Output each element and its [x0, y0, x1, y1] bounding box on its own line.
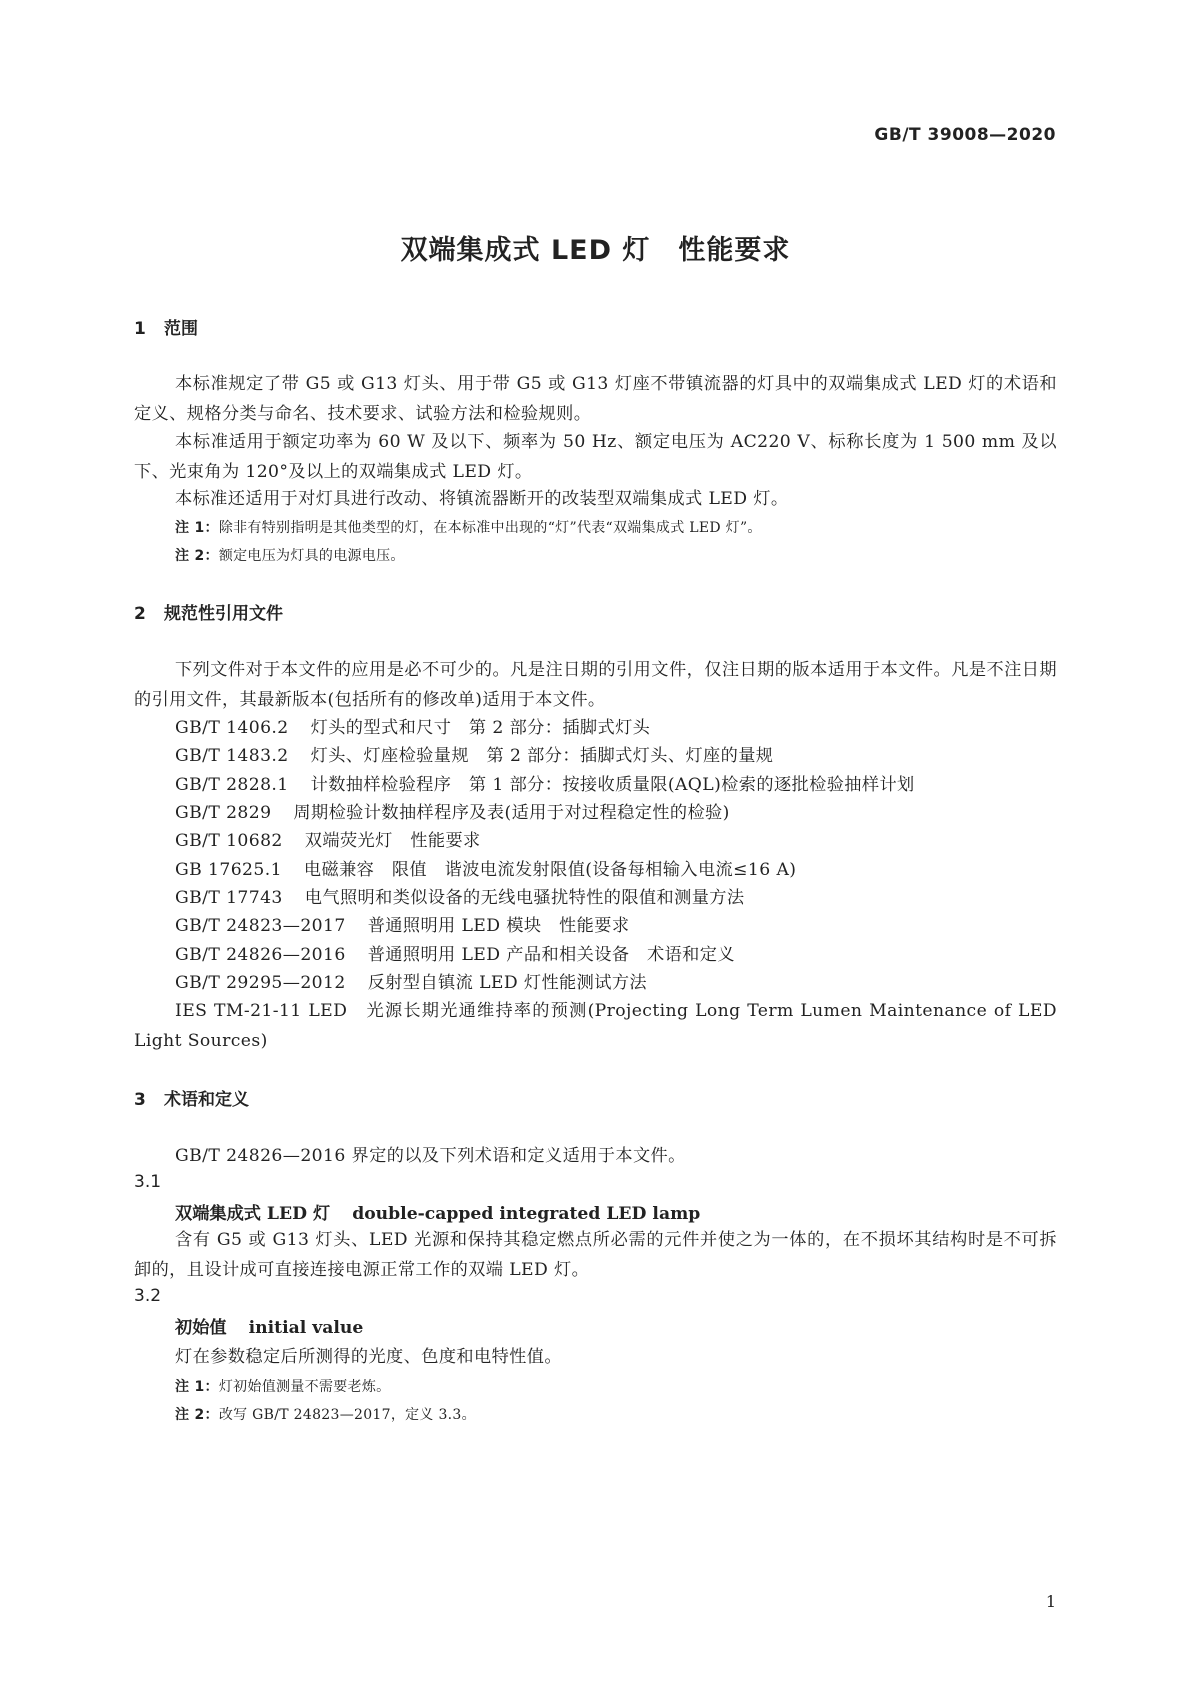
- section-number: 3: [134, 1090, 146, 1110]
- reference-code: GB/T 29295—2012: [175, 973, 346, 993]
- term-note-1: [175, 1376, 390, 1396]
- reference-code: GB/T 1483.2: [175, 746, 289, 766]
- reference-item: [175, 883, 744, 908]
- term-definition: 灯在参数稳定后所测得的光度、色度和电特性值。: [175, 1347, 562, 1367]
- reference-title: 灯头、灯座检验量规 第 2 部分：插脚式灯头、灯座的量规: [310, 746, 774, 766]
- reference-item: [175, 968, 647, 993]
- reference-code: GB/T 1406.2: [175, 718, 289, 738]
- reference-code: GB/T 24826—2016: [175, 945, 346, 965]
- section-1-paragraph-1: 本标准规定了带 G5 或 G13 灯头、用于带 G5 或 G13 灯座不带镇流器的灯具中的双端集成式 LED 灯的术语和定义、规格分类与命名、技术要求、试验方法和检验规则。: [134, 374, 1057, 424]
- section-1-heading: [134, 314, 198, 339]
- reference-title: 双端荧光灯 性能要求: [304, 831, 481, 851]
- reference-code: GB/T 2828.1: [175, 775, 289, 795]
- note-label: 注 2：: [175, 548, 219, 564]
- term-heading: [175, 1313, 363, 1338]
- section-2-heading: [134, 599, 283, 624]
- section-number: 2: [134, 604, 146, 624]
- term-number: 3.1: [134, 1172, 162, 1192]
- reference-code: GB/T 24823—2017: [175, 916, 346, 936]
- section-1-note-2: [175, 545, 405, 565]
- term-english: double-capped integrated LED lamp: [352, 1204, 701, 1224]
- section-3-intro: GB/T 24826—2016 界定的以及下列术语和定义适用于本文件。: [175, 1146, 686, 1166]
- term-definition: 含有 G5 或 G13 灯头、LED 光源和保持其稳定燃点所必需的元件并使之为一体的，在不损坏其结构时是不可拆卸的，且设计成可直接连接电源正常工作的双端 LED 灯。: [134, 1230, 1057, 1280]
- term-chinese: 初始值: [175, 1318, 227, 1338]
- term-note-2: [175, 1404, 476, 1424]
- term-heading: [175, 1199, 700, 1224]
- section-title: 范围: [164, 319, 198, 339]
- reference-item: [175, 855, 796, 880]
- section-1-paragraph-2: 本标准适用于额定功率为 60 W 及以下、频率为 50 Hz、额定电压为 AC220 V、标称长度为 1 500 mm 及以下、光束角为 120°及以上的双端集成式 LED 灯。: [134, 432, 1057, 482]
- reference-code: GB 17625.1: [175, 860, 282, 880]
- section-2-intro: 下列文件对于本文件的应用是必不可少的。凡是注日期的引用文件，仅注日期的版本适用于本文件。凡是不注日期的引用文件，其最新版本(包括所有的修改单)适用于本文件。: [134, 660, 1057, 710]
- note-label: 注 1：: [175, 520, 219, 536]
- term-chinese: 双端集成式 LED 灯: [175, 1204, 331, 1224]
- reference-title: 普通照明用 LED 产品和相关设备 术语和定义: [367, 945, 735, 965]
- section-title: 术语和定义: [164, 1090, 249, 1110]
- section-1-paragraph-3: 本标准还适用于对灯具进行改动、将镇流器断开的改装型双端集成式 LED 灯。: [175, 489, 789, 509]
- note-text: 改写 GB/T 24823—2017，定义 3.3。: [218, 1407, 476, 1423]
- document-title: 双端集成式 LED 灯 性能要求: [400, 235, 791, 266]
- reference-item: [175, 826, 481, 851]
- reference-item: [175, 798, 730, 823]
- section-title: 规范性引用文件: [164, 604, 283, 624]
- reference-item: [175, 741, 773, 766]
- term-number: 3.2: [134, 1286, 162, 1306]
- note-label: 注 2：: [175, 1407, 219, 1423]
- page-number: 1: [1045, 1592, 1056, 1611]
- reference-item: [175, 713, 650, 738]
- reference-title: 电磁兼容 限值 谐波电流发射限值(设备每相输入电流≤16 A): [303, 860, 797, 880]
- reference-code: GB/T 2829: [175, 803, 272, 823]
- reference-title: 反射型自镇流 LED 灯性能测试方法: [367, 973, 647, 993]
- reference-title: 灯头的型式和尺寸 第 2 部分：插脚式灯头: [310, 718, 651, 738]
- reference-item: [175, 940, 735, 965]
- reference-code: GB/T 17743: [175, 888, 283, 908]
- section-3-heading: [134, 1085, 249, 1110]
- reference-title: 周期检验计数抽样程序及表(适用于对过程稳定性的检验): [293, 803, 730, 823]
- note-text: 除非有特别指明是其他类型的灯，在本标准中出现的“灯”代表“双端集成式 LED 灯”。: [218, 520, 762, 536]
- reference-item: [175, 770, 915, 795]
- note-text: 灯初始值测量不需要老炼。: [218, 1379, 391, 1395]
- note-text: 额定电压为灯具的电源电压。: [218, 548, 405, 564]
- section-1-note-1: [175, 517, 762, 537]
- note-label: 注 1：: [175, 1379, 219, 1395]
- reference-title: 计数抽样检验程序 第 1 部分：按接收质量限(AQL)检索的逐批检验抽样计划: [310, 775, 915, 795]
- reference-item-ies: IES TM-21-11 LED 光源长期光通维持率的预测(Projecting Long Term Lumen Maintenance of LED Light Sources): [134, 1001, 1057, 1051]
- reference-code: GB/T 10682: [175, 831, 283, 851]
- term-english: initial value: [248, 1318, 364, 1338]
- reference-item: [175, 911, 629, 936]
- reference-title: 电气照明和类似设备的无线电骚扰特性的限值和测量方法: [304, 888, 745, 908]
- section-number: 1: [134, 319, 146, 339]
- reference-title: 普通照明用 LED 模块 性能要求: [367, 916, 630, 936]
- standard-code: GB/T 39008—2020: [874, 125, 1056, 145]
